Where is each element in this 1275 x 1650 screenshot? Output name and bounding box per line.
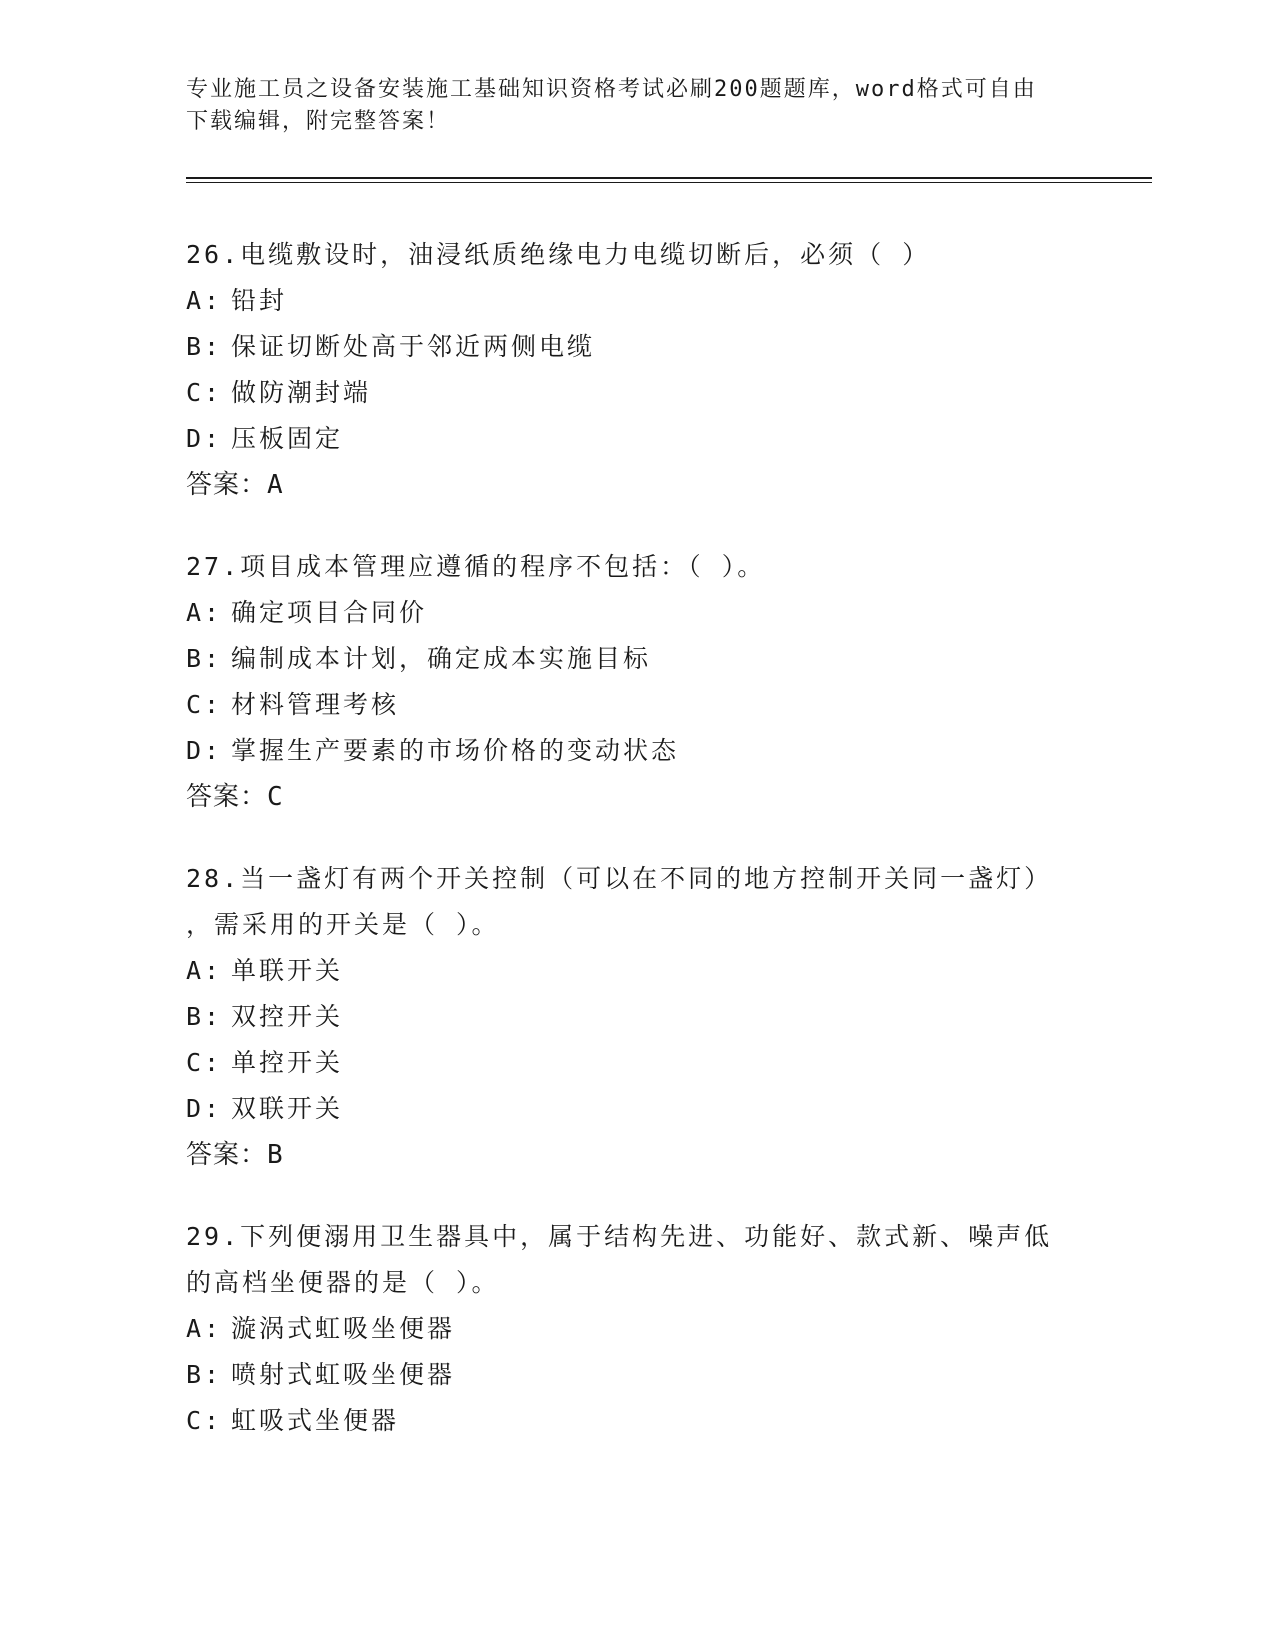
answer-key: 答案：B	[186, 1140, 284, 1170]
answer-option	[186, 1086, 1086, 1132]
option-text: 单控开关	[231, 1048, 344, 1077]
option-text: 编制成本计划，确定成本实施目标	[231, 644, 652, 673]
option-letter: C:	[186, 378, 223, 407]
answer-option	[186, 370, 1086, 416]
question-block	[186, 1214, 1086, 1444]
header-line-2: 下载编辑，附完整答案！	[186, 109, 451, 134]
question-stem: 29.下列便溺用卫生器具中，属于结构先进、功能好、款式新、噪声低	[186, 1222, 1053, 1251]
option-text: 虹吸式坐便器	[231, 1406, 400, 1435]
question-block	[186, 856, 1086, 1178]
answer-option	[186, 1352, 1086, 1398]
option-text: 压板固定	[231, 424, 344, 453]
option-text: 喷射式虹吸坐便器	[231, 1360, 456, 1389]
option-letter: A:	[186, 598, 223, 627]
answer-option	[186, 416, 1086, 462]
answer-option	[186, 1398, 1086, 1444]
option-letter: B:	[186, 1360, 223, 1389]
question-stem-continued: ，需采用的开关是（ ）。	[186, 910, 500, 939]
question-block	[186, 232, 1086, 508]
option-text: 铅封	[231, 286, 288, 315]
option-letter: A:	[186, 1314, 223, 1343]
document-header	[186, 74, 1066, 138]
option-letter: D:	[186, 736, 223, 765]
option-letter: D:	[186, 424, 223, 453]
answer-option	[186, 324, 1086, 370]
option-text: 做防潮封端	[231, 378, 372, 407]
question-stem: 28.当一盏灯有两个开关控制（可以在不同的地方控制开关同一盏灯）	[186, 864, 1053, 893]
answer-option	[186, 994, 1086, 1040]
answer-option	[186, 278, 1086, 324]
option-text: 双联开关	[231, 1094, 344, 1123]
option-letter: A:	[186, 286, 223, 315]
option-letter: C:	[186, 690, 223, 719]
header-line-1: 专业施工员之设备安装施工基础知识资格考试必刷200题题库，word格式可自由	[186, 77, 1037, 102]
question-stem-continued: 的高档坐便器的是（ ）。	[186, 1268, 500, 1297]
option-letter: B:	[186, 644, 223, 673]
answer-key: 答案：C	[186, 782, 284, 812]
question-list	[186, 232, 1086, 1480]
header-divider-thick	[186, 177, 1152, 179]
option-letter: B:	[186, 332, 223, 361]
option-letter: C:	[186, 1406, 223, 1435]
option-text: 双控开关	[231, 1002, 344, 1031]
option-letter: D:	[186, 1094, 223, 1123]
option-text: 漩涡式虹吸坐便器	[231, 1314, 456, 1343]
option-text: 确定项目合同价	[231, 598, 428, 627]
header-divider-thin	[186, 182, 1152, 183]
answer-option	[186, 590, 1086, 636]
option-letter: A:	[186, 956, 223, 985]
answer-option	[186, 948, 1086, 994]
option-text: 保证切断处高于邻近两侧电缆	[231, 332, 596, 361]
answer-key: 答案：A	[186, 470, 284, 500]
answer-option	[186, 636, 1086, 682]
question-block	[186, 544, 1086, 820]
option-letter: B:	[186, 1002, 223, 1031]
answer-option	[186, 682, 1086, 728]
answer-option	[186, 728, 1086, 774]
answer-option	[186, 1040, 1086, 1086]
option-letter: C:	[186, 1048, 223, 1077]
answer-option	[186, 1306, 1086, 1352]
option-text: 掌握生产要素的市场价格的变动状态	[231, 736, 680, 765]
option-text: 单联开关	[231, 956, 344, 985]
question-stem: 27.项目成本管理应遵循的程序不包括：（ ）。	[186, 552, 766, 581]
question-stem: 26.电缆敷设时，油浸纸质绝缘电力电缆切断后，必须（ ）	[186, 240, 931, 269]
option-text: 材料管理考核	[231, 690, 400, 719]
